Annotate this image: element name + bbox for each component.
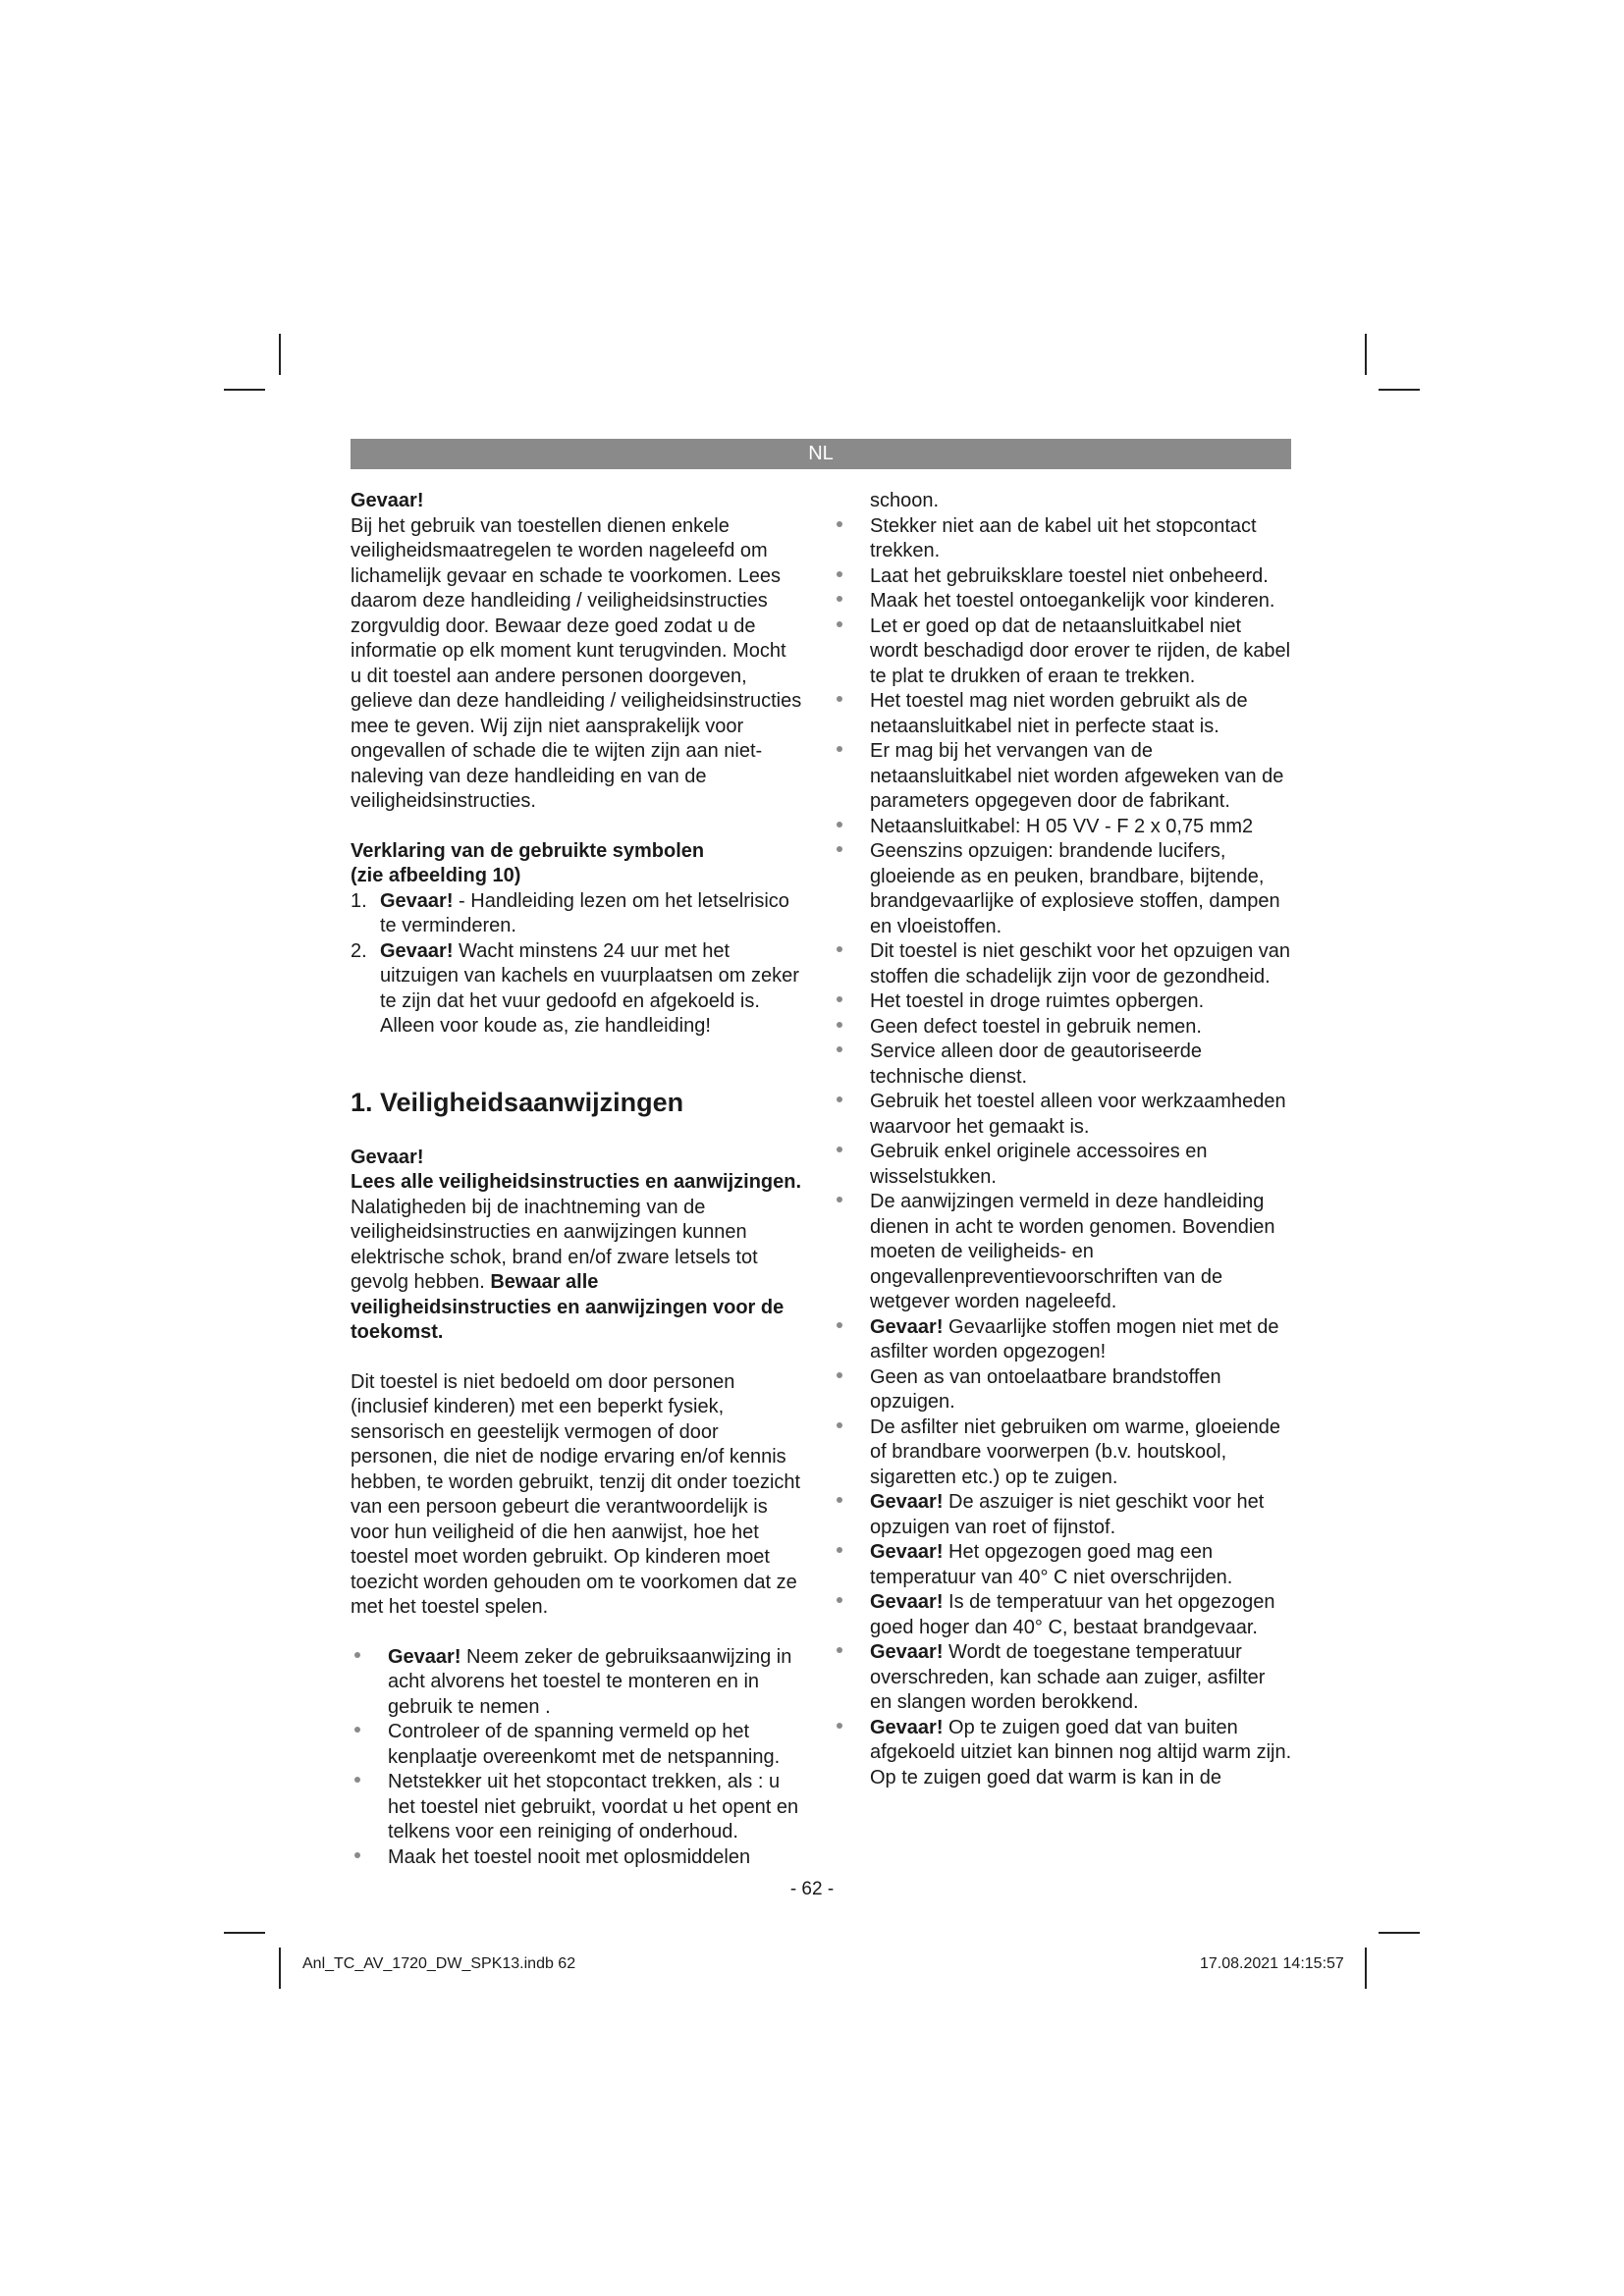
symbols-subheading: (zie afbeelding 10) [351, 865, 521, 886]
bullet-icon [837, 1547, 842, 1553]
continued-text: schoon. [870, 490, 940, 511]
list-item: Het toestel mag niet worden gebruikt als de netaansluitkabel niet in perfecte staat is. [833, 689, 1292, 739]
persons-text: Dit toestel is niet bedoeld om door personen (inclusief kinderen) met een beperkt fysiek, sensorisch en geestelijk vermogen of door personen, die niet de nodige ervaring en/of kennis hebben, te worden gebruikt, tenzij dit onder toezicht van een persoon gebeurt die verantwoordelijk is voor hun veiligheid of die hen aanwijst, hoe het toestel moet worden gebruikt. Op kinderen moet toezicht worden gehouden om te voorkomen dat ze met het toestel spelen. [351, 1370, 801, 1618]
list-item: Geenszins opzuigen: brandende lucifers, gloeiende as en peuken, brandbare, bijtende, brandgevaarlijke of explosieve stoffen, dampen en vloeistoffen. [833, 839, 1292, 939]
bullet-icon [837, 1322, 842, 1328]
bullet-icon [837, 1422, 842, 1428]
bullet-icon [837, 822, 842, 828]
list-item: Stekker niet aan de kabel uit het stopcontact trekken. [833, 514, 1292, 564]
intro-text: Bij het gebruik van toestellen dienen enkele veiligheidsmaatregelen te worden nageleefd om lichamelijk gevaar en schade te voorkomen. Lees daarom deze handleiding / veiligheidsinstructies zorgvuldig door. Bewaar deze goed zodat u de informatie op elk moment kunt terugvinden. Mocht u dit toestel aan andere personen doorgeven, gelieve dan deze handleiding / veiligheidsinstructies mee te geven. Wij zijn niet aansprakelijk voor ongevallen of schade die te wijten zijn aan niet-naleving van deze handleiding en van de veiligheidsinstructies. [351, 514, 802, 812]
bullet-icon [354, 1852, 360, 1858]
list-item: Dit toestel is niet geschikt voor het opzuigen van stoffen die schadelijk zijn voor de gezondheid. [833, 939, 1292, 989]
bullet-icon [837, 596, 842, 602]
bullet-icon [837, 846, 842, 852]
crop-mark [224, 389, 265, 391]
warning-text: Lees alle veiligheidsinstructies en aanwijzingen. Nalatigheden bij de inachtneming van de veiligheidsinstructies en aanwijzingen kunnen elektrische schok, brand en/of zware letsels tot gevolg hebben. Bewaar alle veiligheidsinstructies en aanwijzingen voor de toekomst. [351, 1171, 802, 1343]
bullet-icon [837, 696, 842, 702]
list-item: 1. Gevaar! - Handleiding lezen om het letselrisico te verminderen. [351, 889, 789, 936]
bullet-icon [354, 1652, 360, 1658]
left-column [351, 489, 802, 1870]
list-item: Gevaar! Het opgezogen goed mag een temperatuur van 40° C niet overschrijden. [833, 1540, 1292, 1590]
crop-mark [1365, 334, 1367, 375]
warning-heading: Gevaar! [351, 1146, 424, 1168]
bullet-icon [837, 1497, 842, 1503]
list-item: Netaansluitkabel: H 05 VV - F 2 x 0,75 mm2 [833, 815, 1292, 840]
list-item: Controleer of de spanning vermeld op het kenplaatje overeenkomt met de netspanning. [351, 1720, 802, 1770]
list-item: Let er goed op dat de netaansluitkabel niet wordt beschadigd door erover te rijden, de kabel te plat te drukken of eraan te trekken. [833, 614, 1292, 690]
footer-filename: Anl_TC_AV_1720_DW_SPK13.indb 62 [302, 1955, 576, 1972]
bullet-icon [837, 996, 842, 1002]
bullet-icon [837, 1147, 842, 1152]
symbols-list [351, 889, 802, 1040]
right-bullet-list [833, 514, 1292, 1791]
crop-mark [1365, 1948, 1367, 1989]
bullet-icon [354, 1727, 360, 1733]
list-item: Gevaar! Gevaarlijke stoffen mogen niet met de asfilter worden opgezogen! [833, 1315, 1292, 1365]
list-item: Laat het gebruiksklare toestel niet onbeheerd. [833, 564, 1292, 590]
bullet-icon [837, 1647, 842, 1653]
page-number: - 62 - [789, 1879, 835, 1899]
symbols-heading: Verklaring van de gebruikte symbolen [351, 839, 705, 862]
bullet-icon [837, 621, 842, 627]
crop-mark [224, 1932, 265, 1934]
list-item: Netstekker uit het stopcontact trekken, als : u het toestel niet gebruikt, voordat u het opent en telkens voor een reiniging of onderhoud. [351, 1770, 802, 1845]
bullet-icon [837, 1372, 842, 1378]
bullet-icon [837, 1197, 842, 1202]
list-item: Service alleen door de geautoriseerde technische dienst. [833, 1040, 1292, 1090]
section-title: 1. Veiligheidsaanwijzingen [351, 1087, 684, 1117]
footer-timestamp: 17.08.2021 14:15:57 [1200, 1955, 1344, 1972]
bullet-icon [837, 571, 842, 577]
bullet-icon [837, 746, 842, 752]
right-column [833, 489, 1292, 1790]
list-item: Maak het toestel nooit met oplosmiddelen [351, 1845, 802, 1871]
list-item: Gevaar! Is de temperatuur van het opgezogen goed hoger dan 40° C, bestaat brandgevaar. [833, 1590, 1292, 1640]
crop-mark [1379, 389, 1420, 391]
language-bar: NL [351, 439, 1291, 469]
list-item: De aanwijzingen vermeld in deze handleiding dienen in acht te worden genomen. Bovendien moeten de veiligheids- en ongevallenpreventievoorschriften van de wetgever worden nageleefd. [833, 1190, 1292, 1315]
list-item: Geen defect toestel in gebruik nemen. [833, 1015, 1292, 1041]
list-item: Gevaar! Neem zeker de gebruiksaanwijzing in acht alvorens het toestel te monteren en in gebruik te nemen . [351, 1645, 802, 1721]
bullet-icon [837, 946, 842, 952]
crop-mark [279, 334, 281, 375]
bullet-icon [837, 1096, 842, 1102]
list-item: Maak het toestel ontoegankelijk voor kinderen. [833, 589, 1292, 614]
bullet-icon [837, 1046, 842, 1052]
list-item: Gebruik het toestel alleen voor werkzaamheden waarvoor het gemaakt is. [833, 1090, 1292, 1140]
crop-mark [279, 1948, 281, 1989]
list-item: Gevaar! De aszuiger is niet geschikt voor het opzuigen van roet of fijnstof. [833, 1490, 1292, 1540]
list-item: Er mag bij het vervangen van de netaansluitkabel niet worden afgeweken van de parameters opgegeven door de fabrikant. [833, 739, 1292, 815]
list-item: Geen as van ontoelaatbare brandstoffen opzuigen. [833, 1365, 1292, 1415]
left-bullet-list [351, 1645, 802, 1871]
intro-heading: Gevaar! [351, 490, 424, 511]
list-item: Gevaar! Op te zuigen goed dat van buiten afgekoeld uitziet kan binnen nog altijd warm zijn. Op te zuigen goed dat warm is kan in de [833, 1716, 1292, 1791]
bullet-icon [837, 1723, 842, 1729]
list-item: De asfilter niet gebruiken om warme, gloeiende of brandbare voorwerpen (b.v. houtskool, sigaretten etc.) op te zuigen. [833, 1415, 1292, 1491]
list-item: Het toestel in droge ruimtes opbergen. [833, 989, 1292, 1015]
list-item: Gebruik enkel originele accessoires en wisselstukken. [833, 1140, 1292, 1190]
bullet-icon [837, 1022, 842, 1028]
bullet-icon [837, 1597, 842, 1603]
crop-mark [1379, 1932, 1420, 1934]
bullet-icon [837, 521, 842, 527]
list-item: Gevaar! Wordt de toegestane temperatuur overschreden, kan schade aan zuiger, asfilter en slangen worden berokkend. [833, 1640, 1292, 1716]
list-item: 2. Gevaar! Wacht minstens 24 uur met het uitzuigen van kachels en vuurplaatsen om zeker te zijn dat het vuur gedoofd en afgekoeld is. Alleen voor koude as, zie handleiding! [351, 939, 799, 1037]
bullet-icon [354, 1777, 360, 1783]
